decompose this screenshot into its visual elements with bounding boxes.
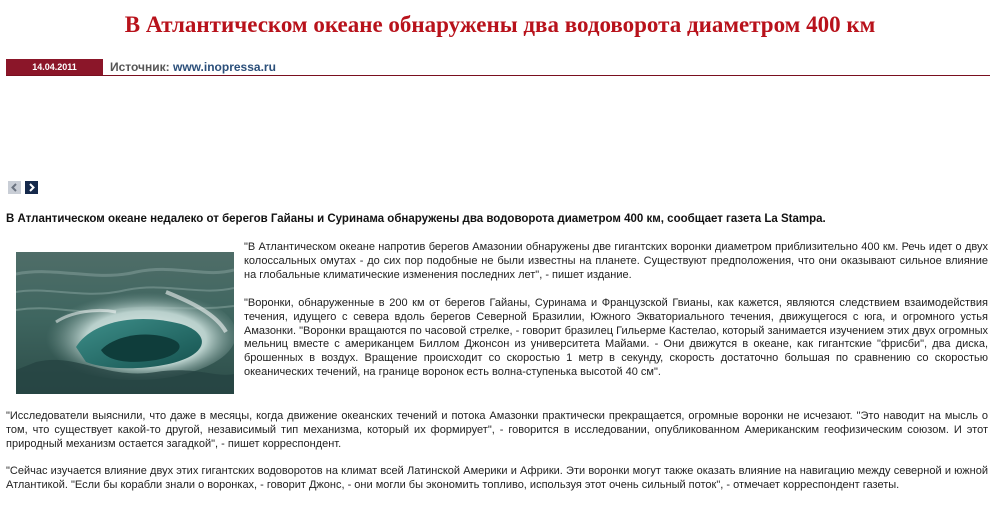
whirlpool-illustration xyxy=(16,252,234,394)
article-meta-bar xyxy=(6,59,990,76)
article-lead: В Атлантическом океане недалеко от берегов Гайаны и Суринама обнаружены два водоворота диаметром 400 км, сообщает газета La Stampa. xyxy=(6,213,826,225)
source-label: Источник: xyxy=(110,60,170,74)
article-paragraph: "Сейчас изучается влияние двух этих гигантских водоворотов на климат всей Латинской Америки и Африки. Эти воронки могут также оказать влияние на навигацию между северной и южной Атлантикой. "Если бы корабли знали о воронках, - говорит Джонс, - они могли бы экономить топливо, используя этот очень сильный поток", - отмечает корреспондент газеты. xyxy=(6,465,988,491)
article-paragraph: "Исследователи выяснили, что даже в месяцы, когда движение океанских течений и потока Амазонки практически прекращается, огромные воронки не исчезают. "Это наводит на мысль о том, что существует какой-то другой, независимый тип механизма, который их формирует", - говорится в исследовании, опубликованном Американским геофизическим союзом. И этот природный механизм остается загадкой", - пишет корреспондент. xyxy=(6,410,988,450)
chevron-right-icon xyxy=(25,181,38,194)
whirlpool-photo xyxy=(16,252,234,394)
article-paragraph: "В Атлантическом океане напротив берегов Амазонии обнаружены две гигантских воронки диаметром приблизительно 400 км. Речь идет о двух колоссальных омутах - до сих пор подобные не были известны на планете. Существуют предположения, что они оказывают сильное влияние на глобальные климатические изменения последних лет", - пишет издание. xyxy=(244,241,988,281)
article-paragraph: "Воронки, обнаруженные в 200 км от берегов Гайаны, Суринама и Французской Гвианы, как кажется, являются следствием взаимодействия течения, идущего с севера вдоль берегов Северной Бразилии, Южного Экваториального течения, движущегося с юга, и огромного устья Амазонки. "Воронки вращаются по часовой стрелке, - говорит бразилец Гильерме Кастелао, который занимается изучением этих двух огромных мельниц вместе с американцем Биллом Джонсон из университета Майами. - Они движутся в океане, как гигантские "фрисби", два диска, брошенных в воздух. Вращение происходит со скоростью 1 метр в секунду, скорость достаточно большая по сравнению со скоростью океанических течений, на границе воронок есть волна-ступенька высотой 40 см". xyxy=(244,297,988,378)
date-badge: 14.04.2011 xyxy=(6,59,103,75)
gallery-next-button[interactable] xyxy=(25,181,38,194)
source-link[interactable]: www.inopressa.ru xyxy=(173,60,276,74)
gallery-prev-button[interactable] xyxy=(8,181,21,194)
chevron-left-icon xyxy=(8,181,21,194)
article-title: В Атлантическом океане обнаружены два водоворота диаметром 400 км xyxy=(124,12,876,37)
source-line xyxy=(110,59,276,75)
